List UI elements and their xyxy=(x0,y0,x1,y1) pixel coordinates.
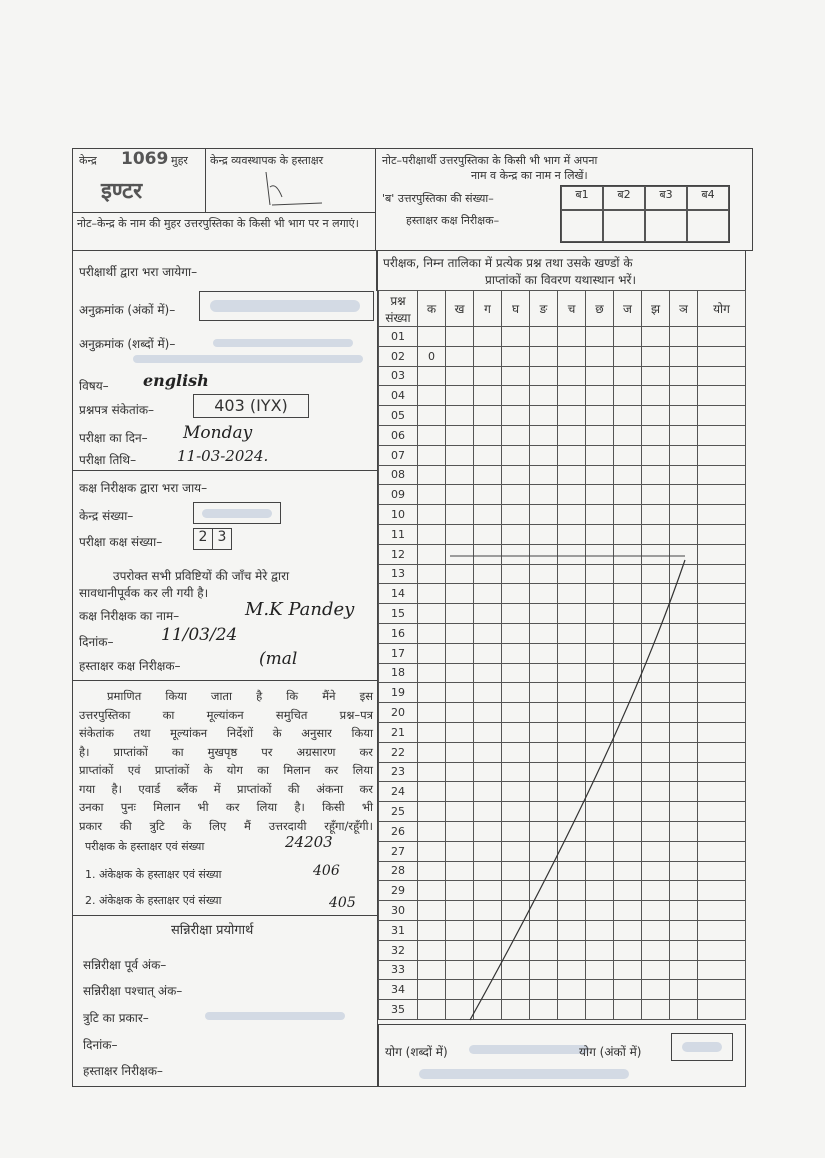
row-total-cell[interactable] xyxy=(698,742,746,762)
mark-cell[interactable] xyxy=(670,386,698,406)
table-row xyxy=(379,445,746,465)
table-row xyxy=(379,386,746,406)
b3-cell[interactable] xyxy=(645,210,687,242)
exam-day-label: परीक्षा का दिन– xyxy=(79,431,148,445)
part-header: ज xyxy=(614,291,642,327)
room-digit-1[interactable]: 2 xyxy=(193,528,213,550)
mark-cell[interactable] xyxy=(558,485,586,505)
mark-cell[interactable] xyxy=(670,406,698,426)
b2-header: ब2 xyxy=(603,186,645,210)
question-number: 03 xyxy=(379,366,418,386)
declaration-line-2: सावधानीपूर्वक कर ली गयी है। xyxy=(79,586,209,600)
mark-cell[interactable] xyxy=(446,406,474,426)
b3-header: ब3 xyxy=(645,186,687,210)
row-total-cell[interactable] xyxy=(698,821,746,841)
question-number: 31 xyxy=(379,920,418,940)
part-header: झ xyxy=(642,291,670,327)
row-total-cell[interactable] xyxy=(698,465,746,485)
mark-cell[interactable] xyxy=(418,327,446,347)
question-number: 32 xyxy=(379,940,418,960)
mark-cell[interactable] xyxy=(642,406,670,426)
question-number: 18 xyxy=(379,663,418,683)
b4-cell[interactable] xyxy=(687,210,729,242)
row-total-cell[interactable] xyxy=(698,366,746,386)
checker1-value: 406 xyxy=(313,863,340,879)
b1-cell[interactable] xyxy=(561,210,603,242)
row-total-cell[interactable] xyxy=(698,920,746,940)
roll-digits-label: अनुक्रमांक (अंकों में)– xyxy=(79,303,176,317)
question-number: 29 xyxy=(379,881,418,901)
roll-digits-field[interactable] xyxy=(199,291,374,321)
scrutiny-section xyxy=(72,915,378,1087)
row-total-cell[interactable] xyxy=(698,980,746,1000)
row-total-cell[interactable] xyxy=(698,544,746,564)
table-row xyxy=(379,366,746,386)
scrutiny-after-label: सन्निरीक्षा पश्चात् अंक– xyxy=(83,984,183,998)
mark-cell[interactable] xyxy=(502,505,530,525)
mark-cell[interactable] xyxy=(502,406,530,426)
mark-cell[interactable] xyxy=(418,386,446,406)
total-digits-label: योग (अंकों में) xyxy=(579,1045,642,1059)
stamp-note-text: नोट–केन्द्र के नाम की मुहर उत्तरपुस्तिका के किसी भी भाग पर न लगाएं। xyxy=(77,217,359,230)
mark-cell[interactable] xyxy=(614,366,642,386)
question-number: 06 xyxy=(379,425,418,445)
mark-cell[interactable] xyxy=(586,505,614,525)
mark-cell[interactable] xyxy=(614,505,642,525)
table-row xyxy=(379,505,746,525)
row-total-cell[interactable] xyxy=(698,604,746,624)
mark-cell[interactable] xyxy=(474,366,502,386)
certification-line: है। प्राप्तांकों का मुखपृष्ठ पर अग्रसारण कर xyxy=(79,744,373,759)
mark-cell[interactable] xyxy=(418,406,446,426)
certification-line: संकेतांक तथा मूल्यांकन निर्देशों के अनुसार किया xyxy=(79,726,373,740)
table-row xyxy=(379,346,746,366)
redacted-roll-words-2 xyxy=(133,355,363,363)
part-header: ङ xyxy=(530,291,558,327)
mark-cell[interactable] xyxy=(670,465,698,485)
mark-cell[interactable] xyxy=(614,425,642,445)
mark-cell[interactable] xyxy=(558,425,586,445)
question-number: 23 xyxy=(379,762,418,782)
part-header: ञ xyxy=(670,291,698,327)
question-number: 24 xyxy=(379,782,418,802)
row-total-cell[interactable] xyxy=(698,327,746,347)
mark-cell: 0 xyxy=(418,346,446,366)
mark-cell[interactable] xyxy=(530,327,558,347)
mark-cell[interactable] xyxy=(670,445,698,465)
question-number-header: प्रश्न संख्या xyxy=(379,291,418,327)
candidate-note-line-1: नोट–परीक्षार्थी उत्तरपुस्तिका के किसी भी भाग में अपना xyxy=(382,154,598,167)
mark-cell[interactable] xyxy=(614,485,642,505)
mark-cell[interactable] xyxy=(502,346,530,366)
row-total-cell[interactable] xyxy=(698,782,746,802)
scrutiny-sign-label: हस्ताक्षर निरीक्षक– xyxy=(83,1064,163,1078)
mark-cell[interactable] xyxy=(614,465,642,485)
row-total-cell[interactable] xyxy=(698,1000,746,1020)
mark-cell[interactable] xyxy=(586,445,614,465)
mark-cell[interactable] xyxy=(530,386,558,406)
total-words-value xyxy=(469,1045,589,1054)
mark-cell[interactable] xyxy=(642,445,670,465)
checker1-label: 1. अंकेक्षक के हस्ताक्षर एवं संख्या xyxy=(85,868,222,881)
question-number: 22 xyxy=(379,742,418,762)
mark-cell[interactable] xyxy=(530,485,558,505)
question-number: 10 xyxy=(379,505,418,525)
mark-cell[interactable] xyxy=(642,386,670,406)
row-total-cell[interactable] xyxy=(698,346,746,366)
exam-date-label: परीक्षा तिथि– xyxy=(79,453,137,467)
question-number: 07 xyxy=(379,445,418,465)
mark-cell[interactable] xyxy=(670,346,698,366)
mark-cell[interactable] xyxy=(670,505,698,525)
b-booklet-label: 'ब' उत्तरपुस्तिका की संख्या– xyxy=(382,192,494,205)
certification-line: प्रमाणित किया जाता है कि मैंने इस xyxy=(107,689,373,703)
certification-section xyxy=(72,680,378,916)
mark-cell[interactable] xyxy=(474,445,502,465)
candidate-note-section xyxy=(375,148,753,251)
mark-cell[interactable] xyxy=(586,406,614,426)
mark-cell[interactable] xyxy=(530,425,558,445)
mark-cell[interactable] xyxy=(474,465,502,485)
marks-instruction-1: परीक्षक, निम्न तालिका में प्रत्येक प्रश्न तथा उसके खण्डों के xyxy=(383,256,633,270)
mark-cell[interactable] xyxy=(670,366,698,386)
mark-cell[interactable] xyxy=(558,327,586,347)
mark-cell[interactable] xyxy=(446,327,474,347)
question-number: 09 xyxy=(379,485,418,505)
invigilator-date-label: दिनांक– xyxy=(79,635,114,649)
mark-cell[interactable] xyxy=(502,485,530,505)
room-digit-2[interactable]: 3 xyxy=(212,528,232,550)
row-total-cell[interactable] xyxy=(698,485,746,505)
mark-cell[interactable] xyxy=(474,327,502,347)
mark-cell[interactable] xyxy=(446,505,474,525)
mark-cell[interactable] xyxy=(502,445,530,465)
table-row xyxy=(379,485,746,505)
mark-cell[interactable] xyxy=(446,524,474,544)
question-number: 05 xyxy=(379,406,418,426)
mark-cell[interactable] xyxy=(614,524,642,544)
stamp-label-right: मुहर xyxy=(171,154,188,167)
question-number: 21 xyxy=(379,722,418,742)
scrutiny-date-label: दिनांक– xyxy=(83,1038,118,1052)
question-number: 15 xyxy=(379,604,418,624)
mark-cell[interactable] xyxy=(642,524,670,544)
mark-cell[interactable] xyxy=(642,346,670,366)
part-header: ख xyxy=(446,291,474,327)
mark-cell[interactable] xyxy=(586,465,614,485)
mark-cell[interactable] xyxy=(502,425,530,445)
row-total-cell[interactable] xyxy=(698,802,746,822)
row-total-cell[interactable] xyxy=(698,841,746,861)
question-number: 34 xyxy=(379,980,418,1000)
mark-cell[interactable] xyxy=(558,465,586,485)
subject-label: विषय– xyxy=(79,379,109,393)
row-total-cell[interactable] xyxy=(698,901,746,921)
b1-header: ब1 xyxy=(561,186,603,210)
paper-code-label: प्रश्नपत्र संकेतांक– xyxy=(79,403,155,417)
question-number: 13 xyxy=(379,564,418,584)
question-number: 20 xyxy=(379,703,418,723)
stamp-label: केन्द्र xyxy=(79,154,97,167)
roll-words-label: अनुक्रमांक (शब्दों में)– xyxy=(79,337,176,351)
scrutiny-heading: सन्निरीक्षा प्रयोगार्थ xyxy=(171,923,254,938)
mark-cell[interactable] xyxy=(586,524,614,544)
mark-cell[interactable] xyxy=(418,485,446,505)
mark-cell[interactable] xyxy=(642,505,670,525)
certification-line: उनका पुनः मिलान भी कर लिया है। किसी भी xyxy=(79,800,373,814)
checker2-value: 405 xyxy=(329,895,356,911)
mark-cell[interactable] xyxy=(530,505,558,525)
question-number: 25 xyxy=(379,802,418,822)
examiner-label: परीक्षक के हस्ताक्षर एवं संख्या xyxy=(85,840,205,853)
centre-stamp-text: इण्टर xyxy=(101,179,143,204)
question-number: 28 xyxy=(379,861,418,881)
question-number: 14 xyxy=(379,584,418,604)
mark-cell[interactable] xyxy=(446,485,474,505)
centre-stamp-number: 1069 xyxy=(121,149,169,169)
part-header: ग xyxy=(474,291,502,327)
certification-line: प्राप्तांकों एवं प्राप्तांकों के योग का मिलान कर लिया xyxy=(79,763,373,777)
mark-cell[interactable] xyxy=(642,366,670,386)
mark-cell[interactable] xyxy=(586,327,614,347)
invigilator-name-value: M.K Pandey xyxy=(245,599,355,620)
marks-instruction xyxy=(376,250,746,291)
table-row xyxy=(379,327,746,347)
question-number: 01 xyxy=(379,327,418,347)
mark-cell[interactable] xyxy=(474,406,502,426)
mark-cell[interactable] xyxy=(474,346,502,366)
question-number: 17 xyxy=(379,643,418,663)
mark-cell[interactable] xyxy=(558,346,586,366)
certification-line: गया है। एवार्ड ब्लैंक में प्राप्तांकों की अंकना कर xyxy=(79,781,373,796)
invigilator-date-value: 11/03/24 xyxy=(161,625,238,645)
stamp-note xyxy=(72,212,376,251)
table-row xyxy=(379,524,746,544)
mark-cell[interactable] xyxy=(614,327,642,347)
invigilator-sign-label: हस्ताक्षर कक्ष निरीक्षक– xyxy=(79,659,181,673)
mark-cell[interactable] xyxy=(446,465,474,485)
mark-cell[interactable] xyxy=(502,465,530,485)
row-total-cell[interactable] xyxy=(698,643,746,663)
mark-cell[interactable] xyxy=(418,366,446,386)
invigilator-signature: (mal xyxy=(259,649,298,669)
mark-cell[interactable] xyxy=(474,524,502,544)
checker2-label: 2. अंकेक्षक के हस्ताक्षर एवं संख्या xyxy=(85,894,222,907)
error-type-label: त्रुटि का प्रकार– xyxy=(83,1011,149,1025)
marks-instruction-2: प्राप्तांकों का विवरण यथास्थान भरें। xyxy=(485,273,637,287)
row-total-cell[interactable] xyxy=(698,940,746,960)
question-number: 33 xyxy=(379,960,418,980)
certification-line: प्रकार की त्रुटि के लिए मैं उत्तरदायी रहूँगा/रहूँगी। xyxy=(79,818,373,833)
row-total-cell[interactable] xyxy=(698,445,746,465)
row-total-cell[interactable] xyxy=(698,762,746,782)
row-total-cell[interactable] xyxy=(698,425,746,445)
mark-cell[interactable] xyxy=(502,327,530,347)
paper-code-field[interactable]: 403 (IYX) xyxy=(193,394,309,418)
mark-cell[interactable] xyxy=(502,386,530,406)
row-total-cell[interactable] xyxy=(698,960,746,980)
mark-cell[interactable] xyxy=(530,445,558,465)
invigilator-sign-label: हस्ताक्षर कक्ष निरीक्षक– xyxy=(406,214,500,227)
row-total-cell[interactable] xyxy=(698,584,746,604)
row-total-cell[interactable] xyxy=(698,386,746,406)
question-number: 26 xyxy=(379,821,418,841)
mark-cell[interactable] xyxy=(642,425,670,445)
row-total-cell[interactable] xyxy=(698,861,746,881)
question-number: 35 xyxy=(379,1000,418,1020)
centre-stamp-cell xyxy=(72,148,206,213)
row-total-cell[interactable] xyxy=(698,564,746,584)
row-total-cell[interactable] xyxy=(698,881,746,901)
mark-cell[interactable] xyxy=(558,386,586,406)
mark-cell[interactable] xyxy=(586,425,614,445)
mark-cell[interactable] xyxy=(474,505,502,525)
row-total-cell[interactable] xyxy=(698,623,746,643)
mark-cell[interactable] xyxy=(558,505,586,525)
question-number: 08 xyxy=(379,465,418,485)
centre-no-label: केन्द्र संख्या– xyxy=(79,509,134,523)
mark-cell[interactable] xyxy=(558,445,586,465)
mark-cell[interactable] xyxy=(614,406,642,426)
exam-date-value: 11-03-2024. xyxy=(177,447,269,465)
row-total-cell[interactable] xyxy=(698,505,746,525)
manager-signature-label: केन्द्र व्यवस्थापक के हस्ताक्षर xyxy=(210,154,324,167)
mark-cell[interactable] xyxy=(530,406,558,426)
row-total-cell[interactable] xyxy=(698,703,746,723)
room-no-label: परीक्षा कक्ष संख्या– xyxy=(79,535,163,549)
question-number: 12 xyxy=(379,544,418,564)
mark-cell[interactable] xyxy=(446,346,474,366)
mark-cell[interactable] xyxy=(558,406,586,426)
mark-cell[interactable] xyxy=(502,524,530,544)
mark-cell[interactable] xyxy=(530,346,558,366)
mark-cell[interactable] xyxy=(446,386,474,406)
row-total-cell[interactable] xyxy=(698,683,746,703)
row-total-cell[interactable] xyxy=(698,524,746,544)
invigilator-heading: कक्ष निरीक्षक द्वारा भरा जाय– xyxy=(79,481,208,495)
mark-cell[interactable] xyxy=(502,366,530,386)
mark-cell[interactable] xyxy=(586,366,614,386)
table-row xyxy=(379,406,746,426)
question-number: 02 xyxy=(379,346,418,366)
part-header: घ xyxy=(502,291,530,327)
error-type-value xyxy=(205,1012,345,1020)
declaration-line-1: उपरोक्त सभी प्रविष्टियों की जाँच मेरे द्वारा xyxy=(113,569,290,583)
row-total-cell[interactable] xyxy=(698,663,746,683)
table-row xyxy=(379,465,746,485)
total-words-value-2 xyxy=(419,1069,629,1079)
row-total-cell[interactable] xyxy=(698,722,746,742)
part-header: च xyxy=(558,291,586,327)
mark-cell[interactable] xyxy=(474,386,502,406)
mark-cell[interactable] xyxy=(558,524,586,544)
signature-mark xyxy=(256,167,326,207)
total-digits-field[interactable] xyxy=(671,1033,733,1061)
candidate-note-line-2: नाम व केन्द्र का नाम न लिखें। xyxy=(471,169,588,182)
mark-cell[interactable] xyxy=(614,445,642,465)
mark-cell[interactable] xyxy=(586,386,614,406)
mark-cell[interactable] xyxy=(446,445,474,465)
mark-cell[interactable] xyxy=(418,505,446,525)
mark-cell[interactable] xyxy=(418,524,446,544)
total-words-label: योग (शब्दों में) xyxy=(385,1045,448,1059)
mark-cell[interactable] xyxy=(670,524,698,544)
mark-cell[interactable] xyxy=(530,524,558,544)
mark-cell[interactable] xyxy=(642,327,670,347)
mark-cell[interactable] xyxy=(614,346,642,366)
mark-cell[interactable] xyxy=(446,366,474,386)
examiner-value: 24203 xyxy=(285,833,333,851)
centre-no-field[interactable] xyxy=(193,502,281,524)
mark-cell[interactable] xyxy=(642,465,670,485)
subject-value: english xyxy=(143,371,209,390)
part-header: क xyxy=(418,291,446,327)
mark-cell[interactable] xyxy=(586,346,614,366)
mark-cell[interactable] xyxy=(614,386,642,406)
invigilator-name-label: कक्ष निरीक्षक का नाम– xyxy=(79,609,180,623)
question-number: 19 xyxy=(379,683,418,703)
b4-header: ब4 xyxy=(687,186,729,210)
b2-cell[interactable] xyxy=(603,210,645,242)
question-number: 30 xyxy=(379,901,418,921)
manager-signature-cell xyxy=(205,148,376,213)
total-section xyxy=(378,1024,746,1087)
certification-line: उत्तरपुस्तिका का मूल्यांकन समुचित प्रश्न–पत्र xyxy=(79,707,373,722)
mark-cell[interactable] xyxy=(474,485,502,505)
cross-out-line xyxy=(440,550,700,1030)
mark-cell[interactable] xyxy=(474,425,502,445)
question-number: 27 xyxy=(379,841,418,861)
mark-cell[interactable] xyxy=(670,425,698,445)
b-booklet-grid xyxy=(560,185,730,243)
invigilator-section xyxy=(72,470,378,681)
question-number: 16 xyxy=(379,623,418,643)
mark-cell[interactable] xyxy=(418,445,446,465)
candidate-heading: परीक्षार्थी द्वारा भरा जायेगा– xyxy=(79,265,198,279)
candidate-section xyxy=(72,250,378,471)
question-number: 11 xyxy=(379,524,418,544)
scrutiny-before-label: सन्निरीक्षा पूर्व अंक– xyxy=(83,958,167,972)
mark-cell[interactable] xyxy=(446,425,474,445)
mark-cell[interactable] xyxy=(670,485,698,505)
mark-cell[interactable] xyxy=(642,485,670,505)
mark-cell[interactable] xyxy=(418,425,446,445)
mark-cell[interactable] xyxy=(418,465,446,485)
question-number: 04 xyxy=(379,386,418,406)
part-header: छ xyxy=(586,291,614,327)
exam-day-value: Monday xyxy=(183,423,253,443)
total-header: योग xyxy=(698,291,746,327)
mark-cell[interactable] xyxy=(558,366,586,386)
mark-cell[interactable] xyxy=(530,465,558,485)
table-row xyxy=(379,425,746,445)
row-total-cell[interactable] xyxy=(698,406,746,426)
mark-cell[interactable] xyxy=(586,485,614,505)
mark-cell[interactable] xyxy=(670,327,698,347)
mark-cell[interactable] xyxy=(530,366,558,386)
redacted-roll-words xyxy=(213,339,353,347)
